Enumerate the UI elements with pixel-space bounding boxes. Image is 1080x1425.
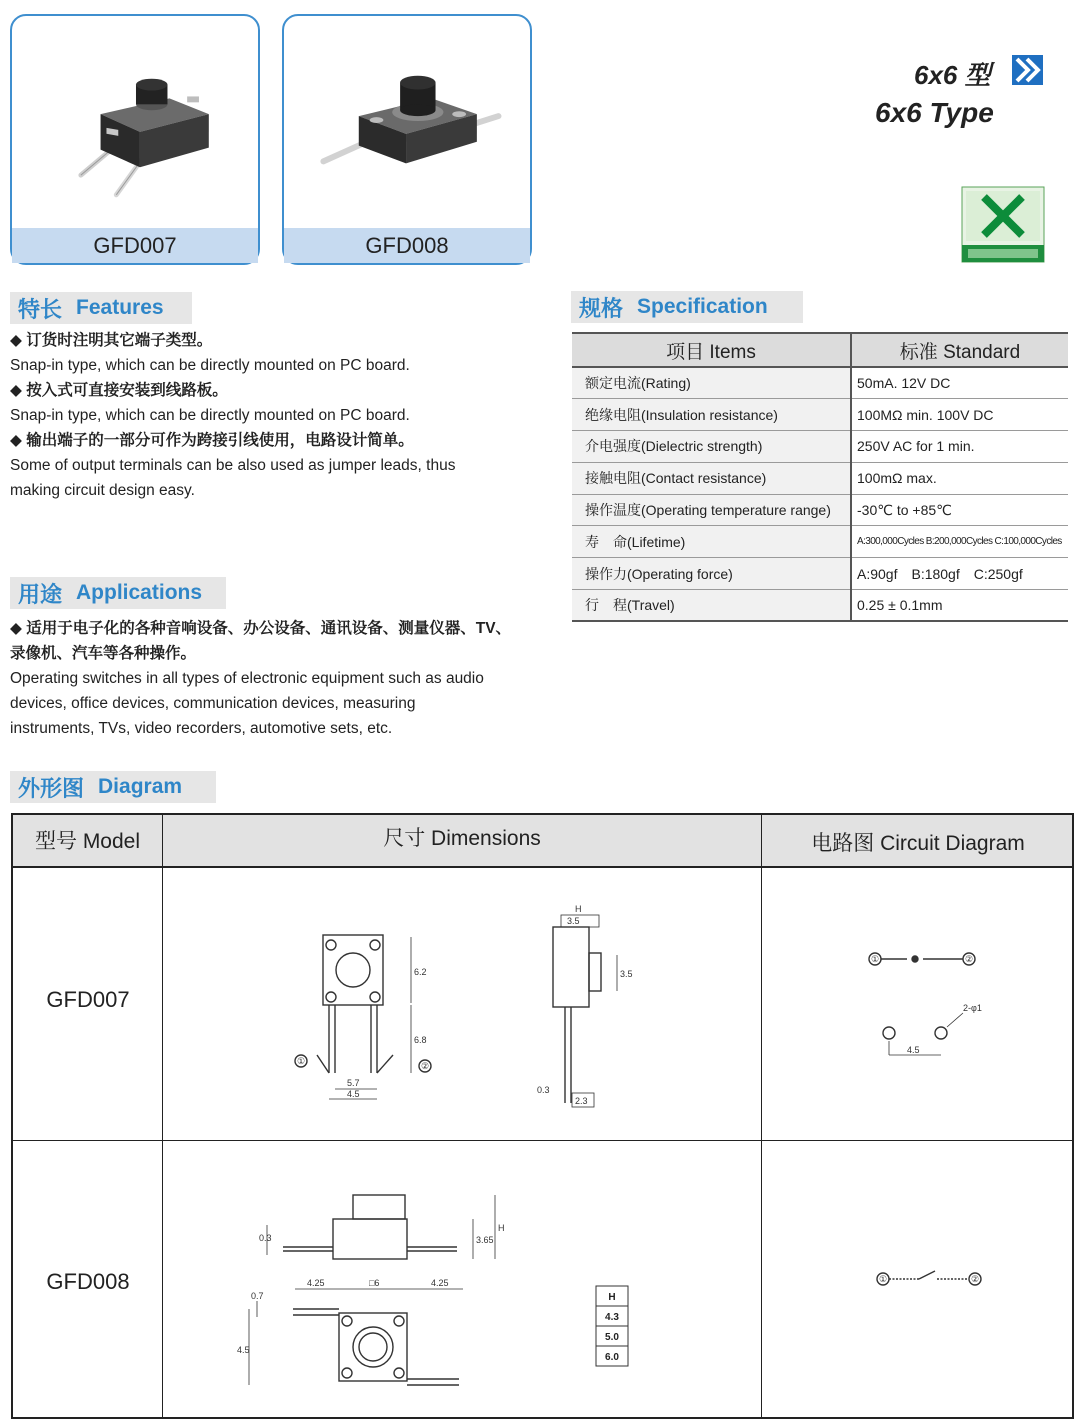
diagram-header-en: Diagram <box>98 775 183 798</box>
spec-item: 寿 命(Lifetime) <box>572 526 851 558</box>
dim-label: H <box>498 1223 505 1233</box>
table-row <box>572 590 1068 622</box>
table-row <box>572 367 1068 399</box>
spec-value: A:300,000Cycles B:200,000Cycles C:100,000Cycles <box>851 526 1068 558</box>
dim-label: 2-φ1 <box>963 1003 982 1013</box>
height-table-cell: 5.0 <box>605 1332 619 1343</box>
specification-header-en: Specification <box>637 295 768 318</box>
diagram-col-dimensions: 尺寸 Dimensions <box>383 827 541 850</box>
spec-item: 绝缘电阻(Insulation resistance) <box>572 399 851 431</box>
dim-label: 6.8 <box>414 1035 427 1045</box>
product-model-label: GFD007 <box>12 228 258 263</box>
table-row <box>572 526 1068 558</box>
applications-line: ◆ 适用于电子化的各种音响设备、办公设备、通讯设备、测量仪器、TV、 <box>10 620 512 637</box>
features-line: Snap-in type, which can be directly mounted on PC board. <box>10 357 410 374</box>
page-title-cn: 6x6 型 <box>914 60 991 90</box>
divider <box>13 1140 1072 1141</box>
applications-header <box>10 577 226 609</box>
features-line: ◆ 订货时注明其它端子类型。 <box>10 332 213 349</box>
features-line: Snap-in type, which can be directly mounted on PC board. <box>10 407 410 424</box>
dim-label: 5.7 <box>347 1078 360 1088</box>
dim-label: 3.5 <box>567 916 580 926</box>
spec-item: 接触电阻(Contact resistance) <box>572 462 851 494</box>
product-card-gfd008 <box>282 14 532 265</box>
dim-label: 4.5 <box>237 1345 250 1355</box>
applications-text <box>10 616 550 741</box>
diagram-row-model: GFD007 <box>46 987 130 1012</box>
divider <box>761 815 762 1417</box>
spec-value: A:90gf B:180gf C:250gf <box>851 558 1068 590</box>
specification-header-cn: 规格 <box>579 295 624 321</box>
terminal-label: ① <box>297 1056 306 1066</box>
terminal-label: ① <box>871 954 880 964</box>
applications-header-cn: 用途 <box>18 581 63 607</box>
spec-item: 操作温度(Operating temperature range) <box>572 494 851 526</box>
table-row <box>572 431 1068 463</box>
diagram-row-model: GFD008 <box>46 1269 130 1294</box>
table-row <box>572 462 1068 494</box>
spec-value: 0.25 ± 0.1mm <box>851 590 1068 622</box>
applications-line: devices, office devices, communication devices, measuring <box>10 695 416 712</box>
features-line: ◆ 按入式可直接安装到线路板。 <box>10 382 228 399</box>
dim-label: 6.2 <box>414 967 427 977</box>
spec-item: 介电强度(Dielectric strength) <box>572 431 851 463</box>
divider <box>162 815 163 1417</box>
features-line: ◆ 输出端子的一部分可作为跨接引线使用，电路设计简单。 <box>10 432 414 449</box>
dim-label: 0.3 <box>537 1085 550 1095</box>
dim-label: 4.5 <box>347 1089 360 1099</box>
spec-value: 250V AC for 1 min. <box>851 431 1068 463</box>
features-header-cn: 特长 <box>18 296 63 322</box>
dim-label: 4.25 <box>431 1278 449 1288</box>
product-model-label: GFD008 <box>284 228 530 263</box>
spec-item: 操作力(Operating force) <box>572 558 851 590</box>
gfd008-height-table <box>595 1285 629 1385</box>
gfd007-circuit-diagram <box>863 943 1003 1073</box>
table-row <box>572 558 1068 590</box>
dim-label: 3.5 <box>620 969 633 979</box>
dim-label: □6 <box>369 1278 380 1288</box>
specification-table <box>572 332 1068 622</box>
gfd008-photo <box>284 16 530 230</box>
dim-label: H <box>575 904 582 914</box>
terminal-label: ② <box>965 954 974 964</box>
dim-label: 3.65 <box>476 1235 494 1245</box>
applications-line: 录像机、汽车等各种操作。 <box>10 645 197 662</box>
dim-label: 2.3 <box>575 1096 588 1106</box>
table-row <box>572 494 1068 526</box>
gfd007-dimension-drawing <box>283 904 633 1115</box>
terminal-label: ② <box>971 1274 980 1284</box>
features-line: making circuit design easy. <box>10 482 195 499</box>
features-header-en: Features <box>76 296 164 319</box>
gfd008-circuit-diagram <box>871 1265 991 1295</box>
dim-label: 4.5 <box>907 1045 920 1055</box>
spec-value: 100MΩ min. 100V DC <box>851 399 1068 431</box>
features-header <box>10 292 192 324</box>
spec-item: 行 程(Travel) <box>572 590 851 622</box>
diagram-header-cn: 外形图 <box>18 775 85 801</box>
applications-line: instruments, TVs, video recorders, automotive sets, etc. <box>10 720 393 737</box>
gfd007-photo <box>12 16 258 230</box>
terminal-label: ① <box>879 1274 888 1284</box>
spec-value: 50mA. 12V DC <box>851 367 1068 399</box>
applications-line: Operating switches in all types of electronic equipment such as audio <box>10 670 484 687</box>
diagram-col-model: 型号 Model <box>34 830 141 853</box>
certification-logo-icon <box>962 187 1044 262</box>
dim-label: 0.7 <box>251 1291 264 1301</box>
spec-value: 100mΩ max. <box>851 462 1068 494</box>
features-line: Some of output terminals can be also used as jumper leads, thus <box>10 457 456 474</box>
dim-label: 4.25 <box>307 1278 325 1288</box>
table-row <box>572 399 1068 431</box>
features-text <box>10 328 550 503</box>
applications-header-en: Applications <box>76 581 203 604</box>
spec-header-row <box>572 333 1068 367</box>
gfd008-dimension-drawing <box>233 1185 653 1405</box>
diagram-header <box>10 771 216 803</box>
page-title-en: 6x6 Type <box>875 97 994 128</box>
spec-col-standard: 标准 Standard <box>851 333 1068 367</box>
dim-label: 0.3 <box>259 1233 272 1243</box>
terminal-label: ② <box>421 1061 430 1071</box>
product-card-gfd007 <box>10 14 260 265</box>
height-table-cell: 6.0 <box>605 1352 619 1363</box>
spec-col-items: 项目 Items <box>572 333 851 367</box>
height-table-cell: 4.3 <box>605 1312 619 1323</box>
spec-value: -30℃ to +85℃ <box>851 494 1068 526</box>
diagram-col-circuit: 电路图 Circuit Diagram <box>811 832 1025 855</box>
specification-header <box>571 291 803 323</box>
arrow-right-icon <box>1012 55 1043 85</box>
spec-item: 额定电流(Rating) <box>572 367 851 399</box>
height-table-cell: H <box>608 1292 616 1303</box>
diagram-table <box>11 813 1074 1419</box>
